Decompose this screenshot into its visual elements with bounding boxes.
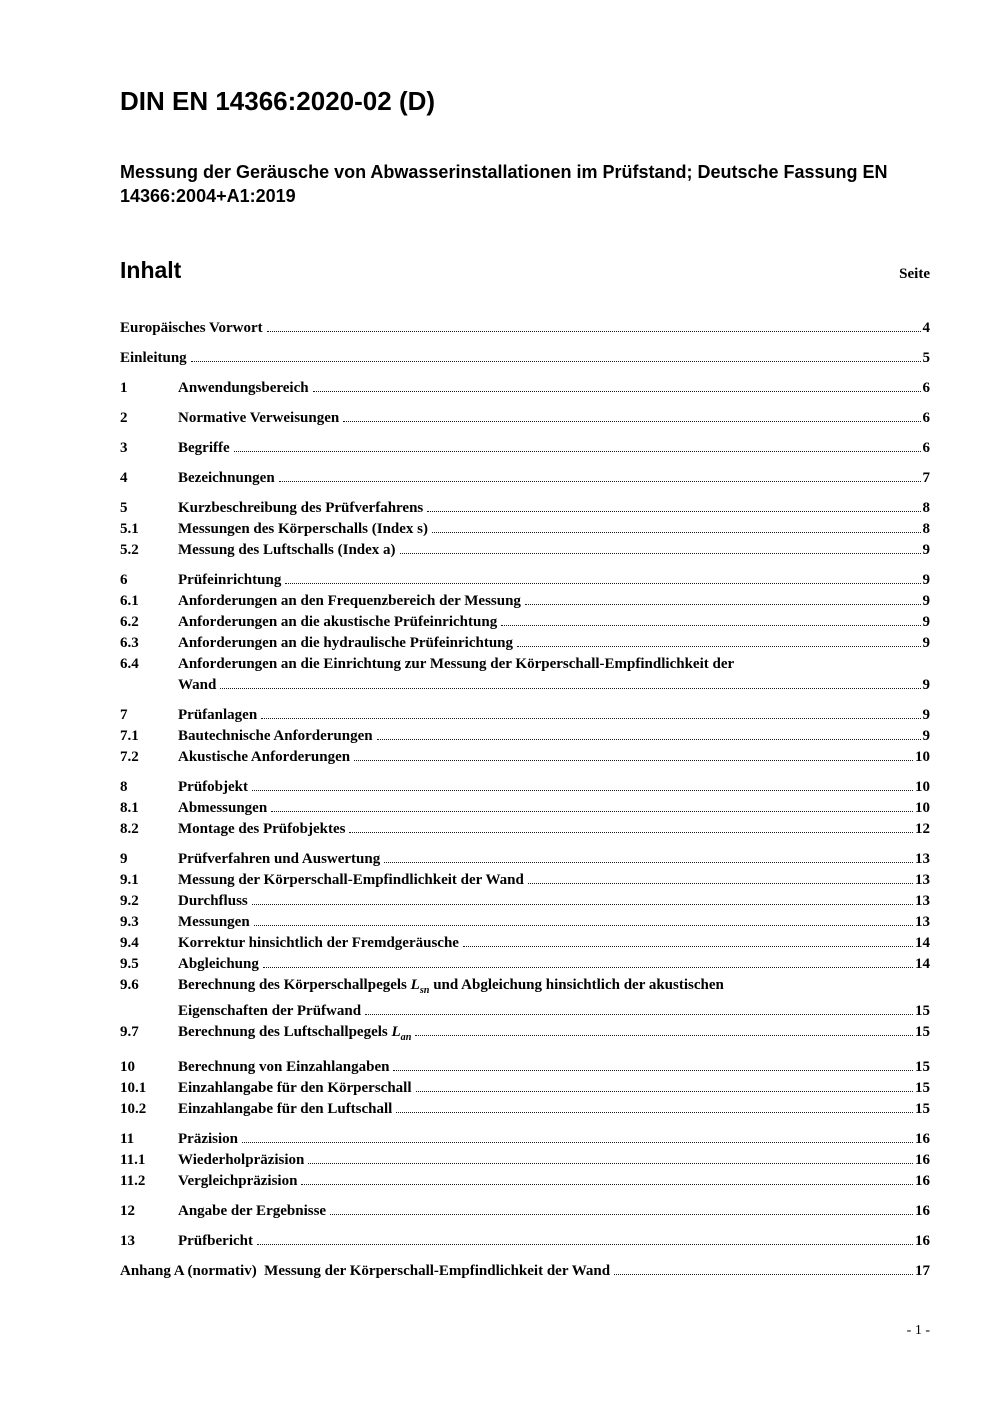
toc-dot-leader [285, 583, 920, 584]
toc-line [120, 570, 930, 591]
toc-entry-number: 4 [120, 469, 128, 486]
toc-dot-leader [384, 862, 913, 863]
toc-entry-title: Wiederholpräzision [178, 1151, 305, 1168]
toc-entry-number: 7.2 [120, 748, 139, 765]
toc-line [120, 498, 930, 519]
toc-dot-leader [614, 1274, 913, 1275]
toc-entry [120, 933, 930, 954]
toc-dot-leader [393, 1070, 913, 1071]
toc-entry [120, 348, 930, 369]
toc-entry-title: Prüfeinrichtung [178, 571, 282, 588]
toc-entry-page: 9 [922, 727, 930, 744]
toc-entry-number: 6.3 [120, 634, 139, 651]
toc-dot-leader [528, 883, 913, 884]
toc-entry-title: Berechnung von Einzahlangaben [178, 1058, 390, 1075]
toc-entry-title: Anforderungen an die akustische Prüfeinrichtung [178, 613, 498, 630]
toc-entry [120, 654, 930, 696]
toc-dot-leader [343, 421, 920, 422]
toc-entry [120, 1099, 930, 1120]
toc-line [120, 1099, 930, 1120]
toc-entry-title: Bautechnische Anforderungen [178, 727, 373, 744]
toc-entry-page: 15 [915, 1002, 930, 1019]
toc-entry-page: 9 [922, 571, 930, 588]
toc-entry-number: 9.7 [120, 1023, 139, 1040]
toc-entry-title: Durchfluss [178, 892, 248, 909]
toc-dot-leader [220, 688, 920, 689]
toc-entry-page: 16 [915, 1130, 930, 1147]
toc-entry-page: 4 [922, 319, 930, 336]
toc-dot-leader [365, 1014, 913, 1015]
toc-entry [120, 849, 930, 870]
toc-entry [120, 591, 930, 612]
toc-entry [120, 1201, 930, 1222]
toc-entry-page: 16 [915, 1232, 930, 1249]
toc-dot-leader [257, 1244, 913, 1245]
toc-entry-number: 11.2 [120, 1172, 146, 1189]
toc-line [120, 891, 930, 912]
toc-line [120, 519, 930, 540]
toc-entry [120, 819, 930, 840]
toc-dot-leader [463, 946, 913, 947]
toc-dot-leader [279, 481, 921, 482]
toc-entry-page: 6 [922, 379, 930, 396]
toc-entry-number: 7.1 [120, 727, 139, 744]
toc-entry-page: 12 [915, 820, 930, 837]
toc-entry-page: 5 [922, 349, 930, 366]
toc-dot-leader [267, 331, 921, 332]
toc-entry [120, 378, 930, 399]
toc-entry-number: 8 [120, 778, 128, 795]
toc-line [120, 747, 930, 768]
toc-line [120, 912, 930, 933]
toc-entry-page: 16 [915, 1151, 930, 1168]
toc-entry-title: Begriffe [178, 439, 230, 456]
toc-entry [120, 705, 930, 726]
toc-entry-title: Angabe der Ergebnisse [178, 1202, 327, 1219]
document-title: Messung der Geräusche von Abwasserinstallationen im Prüfstand; Deutsche Fassung EN 14366:2004+A1:2019 [120, 162, 888, 206]
toc-entry-title: Europäisches Vorwort [120, 319, 263, 336]
toc-entry-number: 9.1 [120, 871, 139, 888]
toc-entry-number: 11.1 [120, 1151, 146, 1168]
toc-line [120, 819, 930, 840]
toc-dot-leader [432, 532, 920, 533]
toc-list [120, 318, 930, 1282]
toc-entry-page: 9 [922, 634, 930, 651]
page-number-footer: - 1 - [906, 1323, 930, 1338]
toc-entry-number: 1 [120, 379, 128, 396]
toc-entry-title: Einleitung [120, 349, 187, 366]
toc-entry-title: Bezeichnungen [178, 469, 275, 486]
toc-entry-number: 6.2 [120, 613, 139, 630]
toc-line [120, 378, 930, 399]
toc-line [120, 849, 930, 870]
toc-line [120, 933, 930, 954]
toc-line [120, 348, 930, 369]
toc-entry-page: 17 [915, 1262, 930, 1279]
toc-entry-number: 10.1 [120, 1079, 147, 1096]
toc-entry-number: 6.4 [120, 655, 139, 672]
toc-entry [120, 612, 930, 633]
toc-line [120, 1171, 930, 1192]
toc-line [120, 1001, 930, 1022]
toc-dot-leader [354, 760, 913, 761]
toc-line [120, 438, 930, 459]
toc-line [120, 318, 930, 339]
toc-entry [120, 1078, 930, 1099]
toc-entry-number: 10 [120, 1058, 135, 1075]
toc-entry-title: Korrektur hinsichtlich der Fremdgeräusche [178, 934, 459, 951]
toc-entry-page: 6 [922, 409, 930, 426]
toc-line [120, 975, 930, 1001]
toc-line [120, 1150, 930, 1171]
toc-entry-title: Prüfanlagen [178, 706, 258, 723]
toc-dot-leader [234, 451, 921, 452]
toc-entry-title: Anforderungen an die hydraulische Prüfeinrichtung [178, 634, 514, 651]
toc-entry-number: 9 [120, 850, 128, 867]
toc-entry-number: 9.3 [120, 913, 139, 930]
toc-entry-page: 13 [915, 913, 930, 930]
toc-entry [120, 519, 930, 540]
toc-entry-title: Anhang A (normativ) Messung der Körperschall-Empfindlichkeit der Wand [120, 1262, 611, 1279]
toc-entry-title: Messung der Körperschall-Empfindlichkeit der Wand [178, 871, 524, 888]
toc-entry-number: 13 [120, 1232, 135, 1249]
toc-line [120, 1261, 930, 1282]
toc-entry [120, 468, 930, 489]
toc-entry-title: Abmessungen [178, 799, 268, 816]
toc-entry-number: 11 [120, 1130, 135, 1147]
toc-entry-title: Kurzbeschreibung des Prüfverfahrens [178, 499, 424, 516]
toc-entry-title: Abgleichung [178, 955, 259, 972]
toc-dot-leader [427, 511, 920, 512]
toc-entry [120, 438, 930, 459]
toc-line [120, 468, 930, 489]
toc-line [120, 870, 930, 891]
toc-entry-title: Messungen des Körperschalls (Index s) [178, 520, 429, 537]
toc-entry-page: 16 [915, 1172, 930, 1189]
toc-entry [120, 747, 930, 768]
toc-entry [120, 912, 930, 933]
toc-entry-title: Einzahlangabe für den Luftschall [178, 1100, 393, 1117]
toc-line [120, 1129, 930, 1150]
toc-entry [120, 1150, 930, 1171]
toc-entry-title: Messungen [178, 913, 250, 930]
toc-entry-page: 13 [915, 850, 930, 867]
toc-entry-page: 15 [915, 1100, 930, 1117]
toc-line [120, 675, 930, 696]
toc-entry [120, 798, 930, 819]
toc-entry-page: 10 [915, 778, 930, 795]
toc-line [120, 798, 930, 819]
toc-dot-leader [525, 604, 921, 605]
toc-header [120, 257, 930, 284]
toc-entry-page: 8 [922, 520, 930, 537]
toc-entry-number: 5.1 [120, 520, 139, 537]
toc-entry-number: 3 [120, 439, 128, 456]
toc-entry-page: 9 [922, 592, 930, 609]
toc-entry-page: 10 [915, 748, 930, 765]
toc-line [120, 540, 930, 561]
toc-entry-page: 15 [915, 1079, 930, 1096]
toc-entry-number: 12 [120, 1202, 135, 1219]
toc-entry-number: 9.2 [120, 892, 139, 909]
toc-entry [120, 975, 930, 1022]
toc-dot-leader [252, 790, 913, 791]
toc-dot-leader [261, 718, 920, 719]
toc-dot-leader [301, 1184, 913, 1185]
toc-entry [120, 1022, 930, 1048]
toc-entry-page: 14 [915, 934, 930, 951]
toc-entry-number: 2 [120, 409, 128, 426]
toc-line [120, 1078, 930, 1099]
toc-page-column-label: Seite [899, 265, 930, 282]
toc-line [120, 954, 930, 975]
toc-dot-leader [415, 1035, 913, 1036]
toc-entry [120, 726, 930, 747]
toc-dot-leader [377, 739, 921, 740]
toc-line [120, 726, 930, 747]
toc-entry-page: 13 [915, 871, 930, 888]
toc-dot-leader [252, 904, 913, 905]
toc-entry [120, 1231, 930, 1252]
toc-entry-page: 7 [922, 469, 930, 486]
toc-entry-page: 6 [922, 439, 930, 456]
toc-entry [120, 540, 930, 561]
toc-entry [120, 1261, 930, 1282]
toc-dot-leader [313, 391, 921, 392]
toc-dot-leader [254, 925, 913, 926]
toc-entry-page: 9 [922, 706, 930, 723]
toc-line [120, 633, 930, 654]
toc-entry-number: 9.5 [120, 955, 139, 972]
toc-entry-page: 10 [915, 799, 930, 816]
toc-entry [120, 777, 930, 798]
toc-line [120, 705, 930, 726]
toc-line [120, 408, 930, 429]
toc-entry [120, 633, 930, 654]
toc-dot-leader [263, 967, 913, 968]
toc-entry-number: 8.1 [120, 799, 139, 816]
toc-entry [120, 954, 930, 975]
toc-entry-title: Eigenschaften der Prüfwand [178, 1002, 362, 1019]
toc-line [120, 1201, 930, 1222]
toc-entry-title: Berechnung des Luftschallpegels $L_{an}$ [178, 1023, 412, 1043]
toc-entry [120, 891, 930, 912]
toc-entry-title: Akustische Anforderungen [178, 748, 351, 765]
toc-entry-title: Wand [178, 676, 217, 693]
toc-dot-leader [396, 1112, 913, 1113]
toc-entry [120, 870, 930, 891]
toc-entry [120, 318, 930, 339]
toc-line [120, 612, 930, 633]
toc-line [120, 1057, 930, 1078]
toc-entry-page: 9 [922, 676, 930, 693]
toc-entry-number: 6 [120, 571, 128, 588]
toc-entry-page: 8 [922, 499, 930, 516]
toc-entry-page: 9 [922, 541, 930, 558]
toc-entry [120, 1171, 930, 1192]
toc-entry-number: 5 [120, 499, 128, 516]
toc-entry-number: 10.2 [120, 1100, 147, 1117]
toc-entry-title: Prüfobjekt [178, 778, 248, 795]
toc-entry-number: 6.1 [120, 592, 139, 609]
toc-entry-page: 13 [915, 892, 930, 909]
toc-entry [120, 498, 930, 519]
toc-line [120, 1022, 930, 1048]
toc-entry-title: Vergleichpräzision [178, 1172, 298, 1189]
toc-dot-leader [191, 361, 921, 362]
toc-entry-number: 5.2 [120, 541, 139, 558]
toc-entry [120, 408, 930, 429]
toc-line [120, 1231, 930, 1252]
toc-entry-page: 15 [915, 1023, 930, 1040]
toc-entry-page: 9 [922, 613, 930, 630]
toc-dot-leader [271, 811, 913, 812]
toc-heading: Inhalt [120, 256, 182, 283]
toc-dot-leader [242, 1142, 913, 1143]
toc-entry-number: 9.6 [120, 976, 139, 993]
toc-entry-title: Berechnung des Körperschallpegels $L_{sn}$ und Abgleichung hinsichtlich der akustischen [178, 976, 724, 996]
toc-entry-page: 16 [915, 1202, 930, 1219]
toc-dot-leader [501, 625, 920, 626]
toc-entry-title: Präzision [178, 1130, 238, 1147]
document-number: DIN EN 14366:2020-02 (D) [120, 86, 436, 116]
toc-entry-number: 7 [120, 706, 128, 723]
toc-entry-title: Prüfverfahren und Auswertung [178, 850, 381, 867]
toc-entry-page: 15 [915, 1058, 930, 1075]
toc-entry-number: 9.4 [120, 934, 139, 951]
toc-entry [120, 570, 930, 591]
toc-entry-title: Prüfbericht [178, 1232, 253, 1249]
toc-line [120, 777, 930, 798]
toc-dot-leader [349, 832, 913, 833]
toc-entry-page: 14 [915, 955, 930, 972]
toc-entry-title: Anwendungsbereich [178, 379, 309, 396]
toc-dot-leader [308, 1163, 913, 1164]
toc-entry-title: Normative Verweisungen [178, 409, 340, 426]
toc-entry [120, 1057, 930, 1078]
toc-entry-title: Einzahlangabe für den Körperschall [178, 1079, 412, 1096]
toc-dot-leader [517, 646, 920, 647]
toc-line [120, 654, 930, 675]
toc-entry-title: Anforderungen an die Einrichtung zur Messung der Körperschall-Empfindlichkeit der [178, 655, 735, 672]
toc-dot-leader [416, 1091, 914, 1092]
toc-dot-leader [400, 553, 921, 554]
toc-entry [120, 1129, 930, 1150]
toc-entry-number: 8.2 [120, 820, 139, 837]
toc-entry-title: Messung des Luftschalls (Index a) [178, 541, 396, 558]
toc-dot-leader [330, 1214, 913, 1215]
toc-entry-title: Anforderungen an den Frequenzbereich der Messung [178, 592, 521, 609]
toc-entry-title: Montage des Prüfobjektes [178, 820, 346, 837]
toc-line [120, 591, 930, 612]
